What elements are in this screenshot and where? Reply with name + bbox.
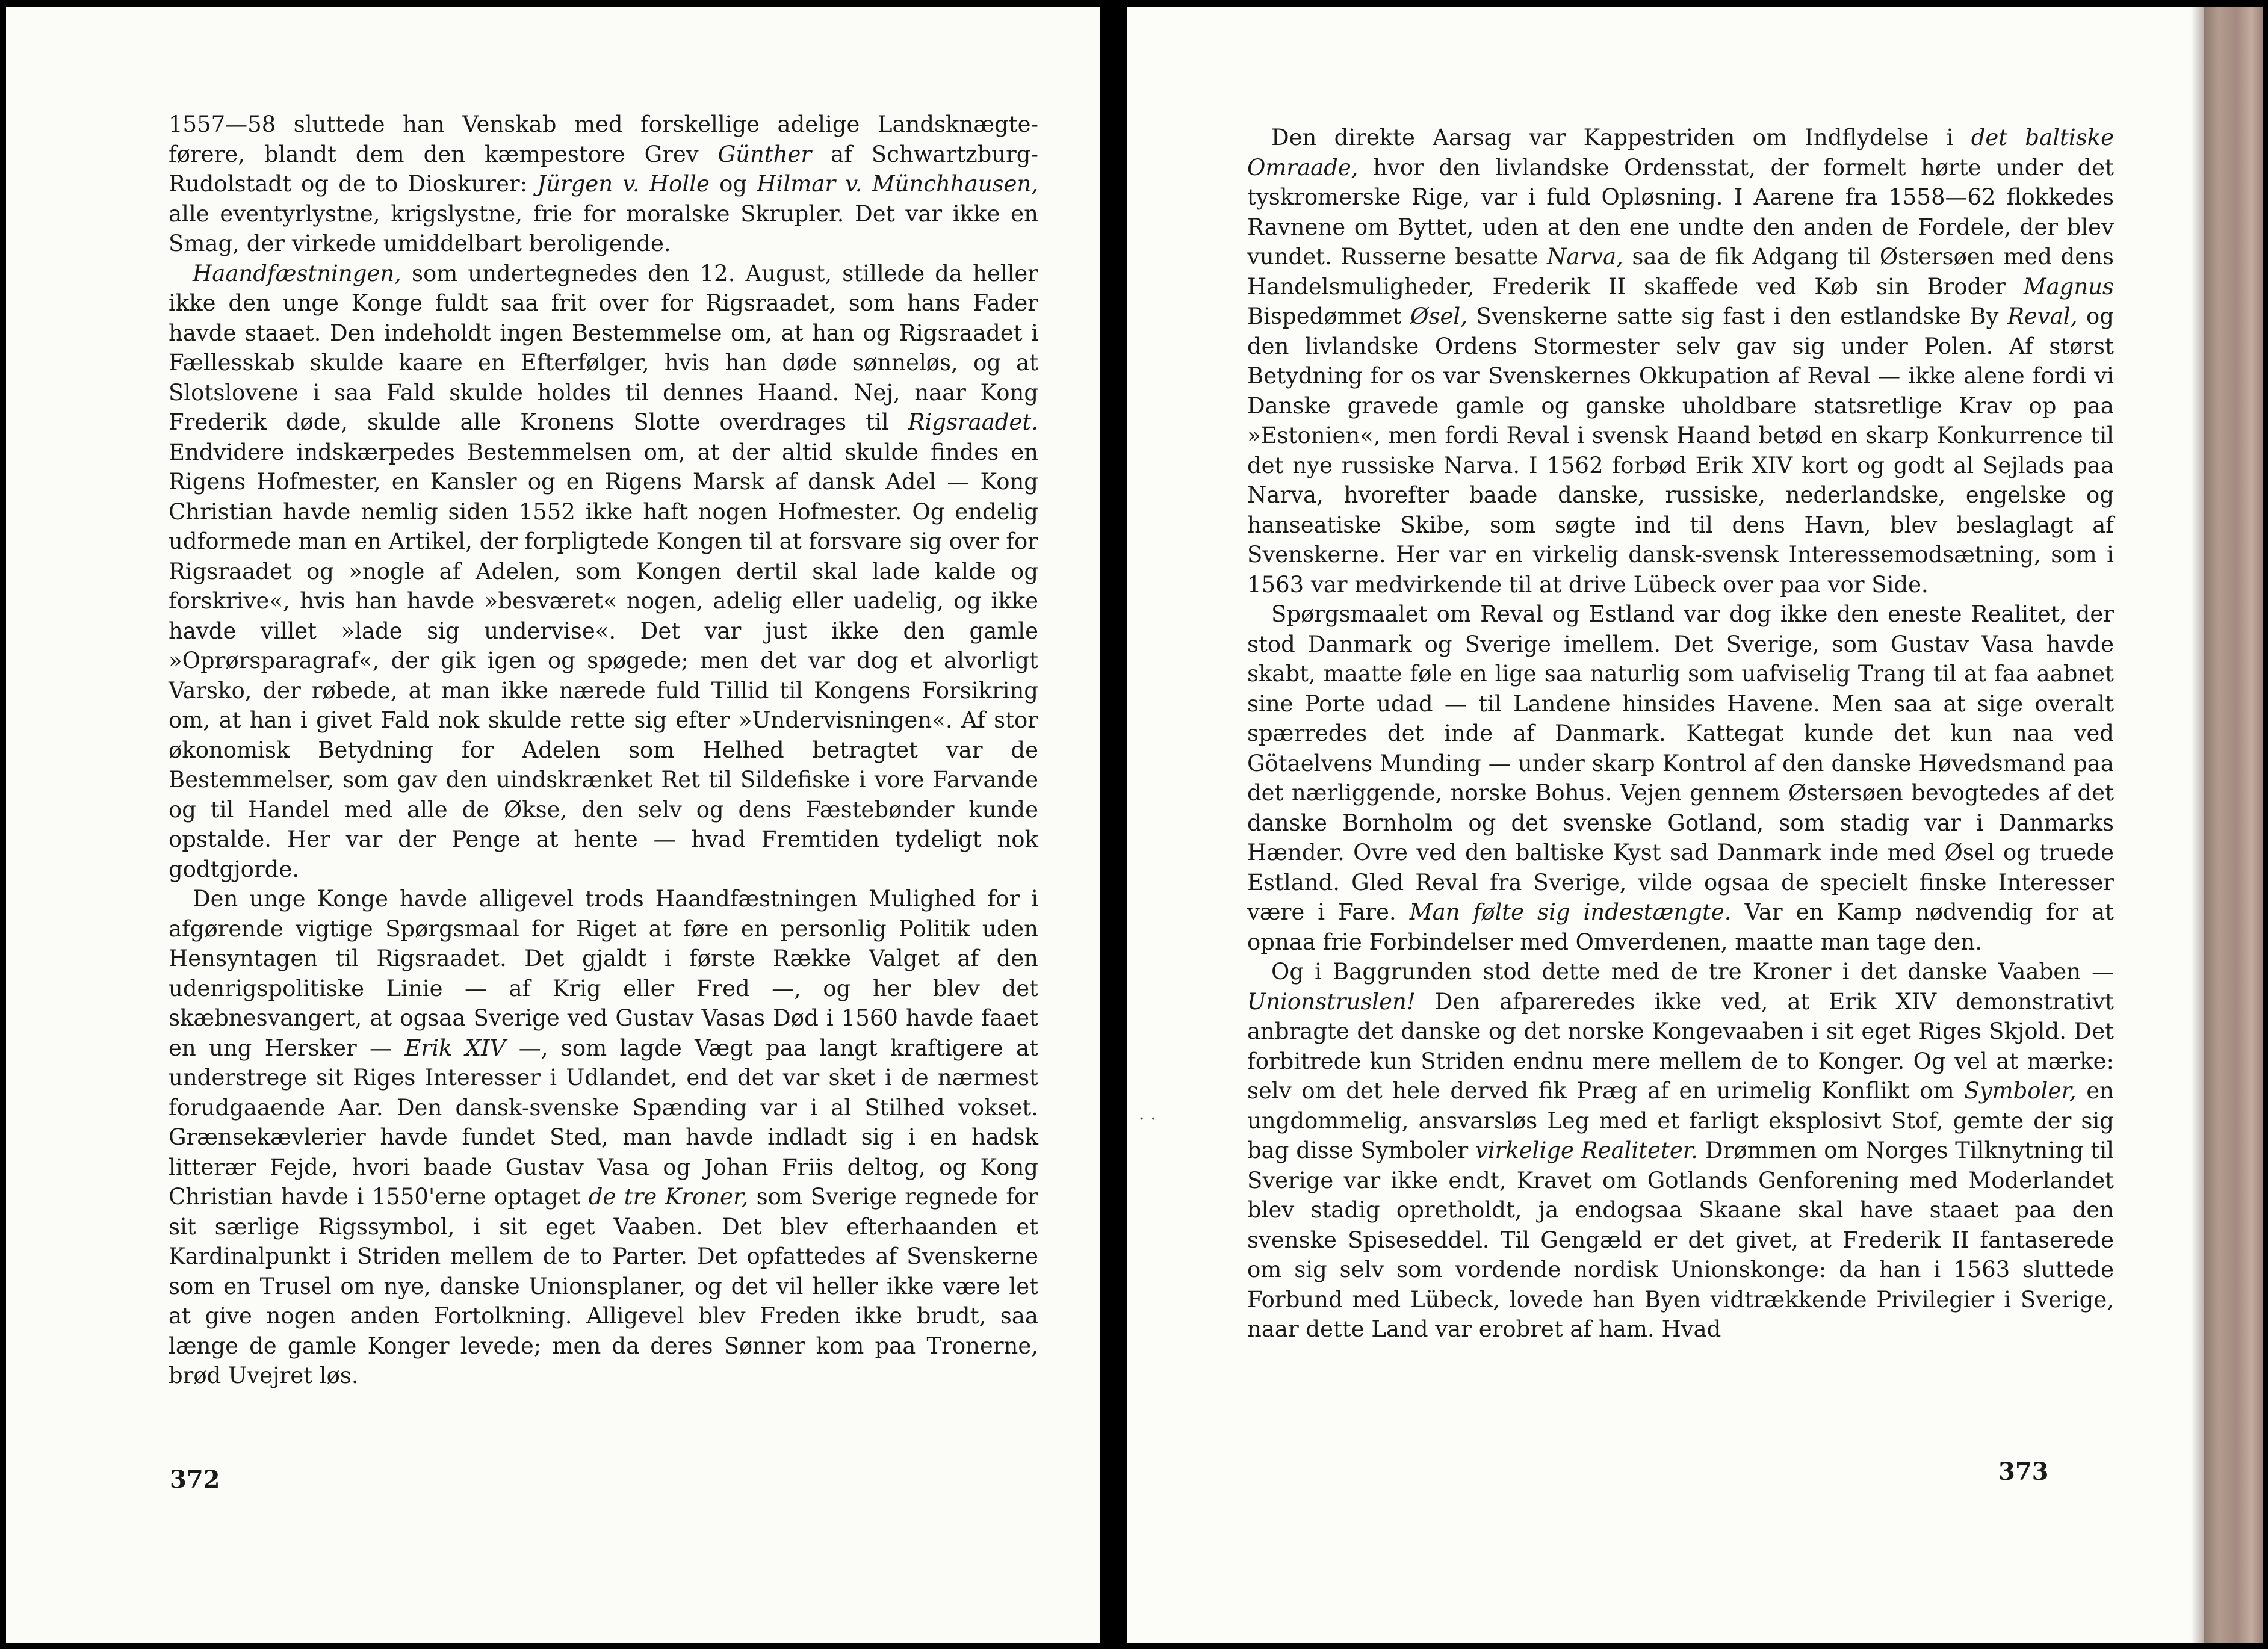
italic-text: de tre Kroner, <box>588 1184 749 1210</box>
italic-text: Rigsraadet. <box>908 409 1038 435</box>
paragraph <box>1247 957 2114 1344</box>
italic-text: Reval, <box>2007 303 2078 329</box>
text-run: Svenskerne satte sig fast i den estlandske By <box>1467 303 2008 329</box>
text-run: hvor den livlandske Ordensstat, der formelt hørte under det tyskromerske Rige, var i fuld Opløsning. I Aarene fra 1558—62 flokkedes Ravnene om Byttet, uden at den ene undte den anden de Fordele, der blev vundet. Russerne besatte <box>1247 154 2114 270</box>
text-run: og den livlandske Ordens Stormester selv gav sig under Polen. Af størst Betydning for os var Svenskernes Okkupation af Reval — ikke alene fordi vi Danske gravede gamle og ganske uholdbare statsretlige Krav op paa »Estonien«, men fordi Reval i svensk Haand betød en skarp Konkurrence til det nye russiske Narva. I 1562 forbød Erik XIV kort og godt al Sejlads paa Narva, hvorefter baade danske, russiske, nederlandske, engelske og hanseatiske Skibe, som søgte ind til dens Havn, blev beslaglagt af Svenskerne. Her var en virkelig dansk-svensk Interessemodsætning, som i 1563 var medvirkende til at drive Lübeck over paa vor Side. <box>1247 303 2114 598</box>
italic-text: Günther <box>717 141 812 167</box>
text-run: Den afpareredes ikke ved, at Erik XIV demonstrativt anbragte det danske og det norske Kongevaaben i sit eget Riges Skjold. Det forbitrede kun Striden endnu mere mellem de to Konger. Og vel at mærke: selv om det hele derved fik Præg af en urimelig Konflikt om <box>1247 988 2114 1104</box>
text-run: saa de fik Adgang til Østersøen med dens Handelsmuligheder, Frederik II skaffede ved Køb sin Broder <box>1247 244 2115 300</box>
text-run: Drømmen om Norges Tilknytning til Sverige var ikke endt, Kravet om Gotlands Genforening med Moderlandet blev stadig opretholdt, ja endogsaa Skaane skal have staaet paa den svenske Spiseseddel. Til Gengæld er det givet, at Frederik II fantaserede om sig selv som vordende nordisk Unionskonge: da han i 1563 sluttede Forbund med Lübeck, lovede han Byen vidtrækkende Privilegier i Sverige, naar dette Land var erobret af ham. Hvad <box>1247 1137 2114 1342</box>
book-edge <box>2204 7 2263 1643</box>
italic-text: Erik XIV <box>404 1035 506 1061</box>
left-page-text <box>169 110 1038 1391</box>
text-run: af Schwartzburg-Rudolstadt og de to Dioskurer: <box>169 141 1038 197</box>
italic-text: Unionstruslen! <box>1247 988 1416 1015</box>
right-page <box>1127 7 2204 1643</box>
right-page-text <box>1247 123 2114 1344</box>
text-run: Bispedømmet <box>1247 303 1411 329</box>
text-run: som undertegnedes den 12. August, stillede da heller ikke den unge Konge fuldt saa frit over for Rigsraadet, som hans Fader havde staaet. Den indeholdt ingen Bestemmelse om, at han og Rigsraadet i Fællesskab skulde kaare en Efterfølger, hvis han døde sønneløs, og at Slotslovene i saa Fald skulde holdes til dennes Haand. Nej, naar Kong Frederik døde, skulde alle Kronens Slotte overdrages til <box>169 260 1038 435</box>
text-run: —, som lagde Vægt paa langt kraftigere at understrege sit Riges Interesser i Udlandet, end det var sket i de nærmest forudgaaende Aar. Den dansk-svenske Spænding var i al Stilhed vokset. Grænsekævlerier havde fundet Sted, man havde indladt sig i en hadsk litterær Fejde, hvori baade Gustav Vasa og Johan Friis deltog, og Kong Christian havde i 1550'erne optaget <box>169 1035 1038 1210</box>
text-run: Endvidere indskærpedes Bestemmelsen om, at der altid skulde findes en Rigens Hofmester, en Kansler og en Rigens Marsk af dansk Adel — Kong Christian havde nemlig siden 1552 ikke haft nogen Hofmester. Og endelig udformede man en Artikel, der forpligtede Kongen til at forsvare sig over for Rigsraadet og »nogle af Adelen, som Kongen dertil skal lade kalde og forskrive«, hvis han havde »besværet« nogen, adelig eller uadelig, og ikke havde villet »lade sig undervise«. Det var just ikke den gamle »Oprørsparagraf«, der gik igen og spøgede; men det var dog et alvorligt Varsko, der røbede, at man ikke nærede fuld Tillid til Kongens Forsikring om, at han i givet Fald nok skulde rette sig efter »Undervisningen«. Af stor økonomisk Betydning for Adelen som Helhed betragtet var de Bestemmelser, som gav den uindskrænket Ret til Sildefiske i vore Farvande og til Handel med alle de Økse, den selv og dens Fæstebønder kunde opstalde. Her var der Penge at hente — hvad Fremtiden tydeligt nok godtgjorde. <box>169 439 1038 882</box>
page-number: 372 <box>170 1465 220 1494</box>
italic-text: Symboler, <box>1964 1078 2077 1104</box>
text-run: Var en Kamp nødvendig for at opnaa frie Forbindelser med Omverdenen, maatte man tage den. <box>1247 899 2114 955</box>
italic-text: det baltiske Omraade, <box>1247 125 2115 181</box>
italic-text: Øsel, <box>1410 303 1467 329</box>
page-number: 373 <box>1998 1458 2049 1486</box>
italic-text: Man følte sig indestængte. <box>1409 899 1732 925</box>
italic-text: Narva, <box>1547 244 1623 270</box>
text-run: Og i Baggrunden stod dette med de tre Kroner i det danske Vaaben — <box>1271 959 2114 985</box>
italic-text: Haandfæstningen, <box>193 260 401 286</box>
paragraph <box>169 259 1038 885</box>
italic-text: Jürgen v. Holle <box>537 171 710 197</box>
text-run: 1557—58 sluttede han Venskab med forskellige adelige Landsknægte-førere, blandt dem den kæmpestore Grev <box>169 111 1038 167</box>
text-run: en ungdommelig, ansvarsløs Leg med et farligt eksplosivt Stof, gemte der sig bag disse Symboler <box>1247 1078 2114 1163</box>
text-run: Den direkte Aarsag var Kappestriden om Indflydelse i <box>1271 125 1971 150</box>
paragraph <box>169 110 1038 259</box>
text-run: Spørgsmaalet om Reval og Estland var dog ikke den eneste Realitet, der stod Danmark og Sverige imellem. Det Sverige, som Gustav Vasa havde skabt, maatte føle en lige saa naturlig som uafviselig Trang til at faa aabnet sine Porte udad — til Landene hinsides Havene. Men saa at sige overalt spærredes det inde af Danmark. Kattegat kunde det kun naa ved Götaelvens Munding — under skarp Kontrol af den danske Høvedsmand paa det nærliggende, norske Bohus. Vejen gennem Østersøen bevogtedes af det danske Bornholm og det svenske Gotland, som stadig var i Danmarks Hænder. Ovre ved den baltiske Kyst sad Danmark inde med Øsel og truede Estland. Gled Reval fra Sverige, vilde ogsaa de specielt finske Interesser være i Fare. <box>1247 601 2114 925</box>
text-run: som Sverige regnede for sit særlige Rigssymbol, i sit eget Vaaben. Det blev efterhaanden et Kardinalpunkt i Striden mellem de to Parter. Det opfattedes af Svenskerne som en Trusel om nye, danske Unionsplaner, og det vil heller ikke være let at give nogen anden Fortolkning. Alligevel blev Freden ikke brudt, saa længe de gamle Konger levede; men da deres Sønner kom paa Tronerne, brød Uvejret løs. <box>169 1184 1038 1388</box>
page-edge-shadow <box>2191 7 2204 1643</box>
text-run: og <box>709 171 757 197</box>
text-run: Den unge Konge havde alligevel trods Haandfæstningen Mulighed for i afgørende vigtige Spørgsmaal for Riget at føre en personlig Politik uden Hensyntagen til Rigsraadet. Det gjaldt i første Række Valget af den udenrigspolitiske Linie — af Krig eller Fred —, og her blev det skæbnesvangert, at ogsaa Sverige ved Gustav Vasas Død i 1560 havde faaet en ung Hersker — <box>169 886 1038 1061</box>
stray-mark: · · <box>1139 1109 1156 1130</box>
left-page <box>6 7 1100 1643</box>
italic-text: virkelige Realiteter. <box>1475 1137 1699 1163</box>
paragraph <box>169 884 1038 1391</box>
italic-text: Hilmar v. Münchhausen, <box>757 171 1039 197</box>
italic-text: Magnus <box>2023 273 2114 300</box>
paragraph <box>1247 123 2114 599</box>
paragraph <box>1247 599 2114 957</box>
text-run: alle eventyrlystne, krigslystne, frie for moralske Skrupler. Det var ikke en Smag, der virkede umiddelbart beroligende. <box>169 200 1038 256</box>
